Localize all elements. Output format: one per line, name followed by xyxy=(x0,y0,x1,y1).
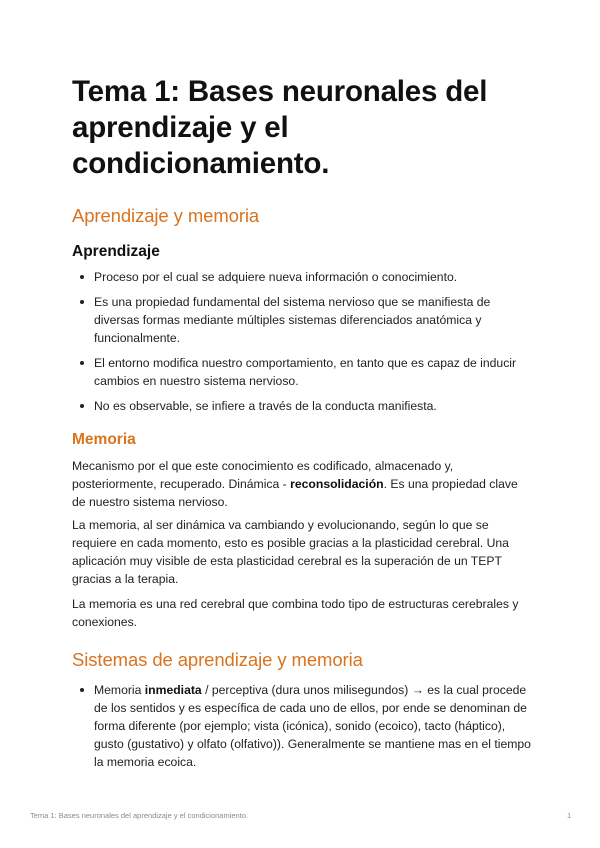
memoria-paragraph-1 xyxy=(72,457,532,511)
list-item: No es observable, se infiere a través de la conducta manifiesta. xyxy=(72,397,532,415)
memoria-paragraph-3: La memoria es una red cerebral que combina todo tipo de estructuras cerebrales y conexiones. xyxy=(72,597,519,629)
memoria-p1-text-b: . Es una propiedad clave de nuestro sistema nervioso. xyxy=(72,477,518,509)
memoria-paragraph-2: La memoria, al ser dinámica va cambiando y evolucionando, según lo que se requiere en cada momento, esto es posible gracias a la plasticidad cerebral. Una aplicación muy visible de esta plasticidad cerebral es la superación de un TEPT gracias a la terapia. xyxy=(72,518,509,586)
memoria-p1-text-a: Mecanismo por el que este conocimiento es codificado, almacenado y, posteriormente, recuperado. Dinámica - xyxy=(72,459,454,491)
page-footer: Tema 1: Bases neuronales del aprendizaje y el condicionamiento. xyxy=(30,811,249,820)
page-number: 1 xyxy=(567,811,572,820)
subheading-aprendizaje: Aprendizaje xyxy=(72,243,160,260)
list-item xyxy=(72,681,532,771)
section-heading-sistemas: Sistemas de aprendizaje y memoria xyxy=(72,649,363,670)
aprendizaje-list xyxy=(72,268,532,422)
sistemas-item1-bold: inmediata xyxy=(144,683,202,697)
page-title: Tema 1: Bases neuronales del aprendizaje y el condicionamiento. xyxy=(72,75,488,180)
subheading-memoria: Memoria xyxy=(72,431,136,448)
list-item: Es una propiedad fundamental del sistema nervioso que se manifiesta de diversas formas mediante múltiples sistemas diferenciados anatómica y funcionalmente. xyxy=(72,293,532,347)
sistemas-item1-text-b: / perceptiva (dura unos milisegundos) → es la cual procede de los sentidos y es específica de cada uno de ellos, por ende se denominan de forma diferente (por ejemplo; vista (icónica), sonido (ecoico), tacto (háptico), gusto (gustativo) y olfato (olfativo)). Generalmente se mantiene mas en el tiempo la memoria ecoica. xyxy=(94,683,531,769)
sistemas-item1-text-a: Memoria xyxy=(94,683,145,697)
memoria-p1-bold: reconsolidación xyxy=(290,477,384,491)
sistemas-list xyxy=(72,681,532,778)
list-item: Proceso por el cual se adquiere nueva información o conocimiento. xyxy=(72,268,532,286)
list-item: El entorno modifica nuestro comportamiento, en tanto que es capaz de inducir cambios en nuestro sistema nervioso. xyxy=(72,354,532,390)
section-heading-aprendizaje-memoria: Aprendizaje y memoria xyxy=(72,205,260,226)
